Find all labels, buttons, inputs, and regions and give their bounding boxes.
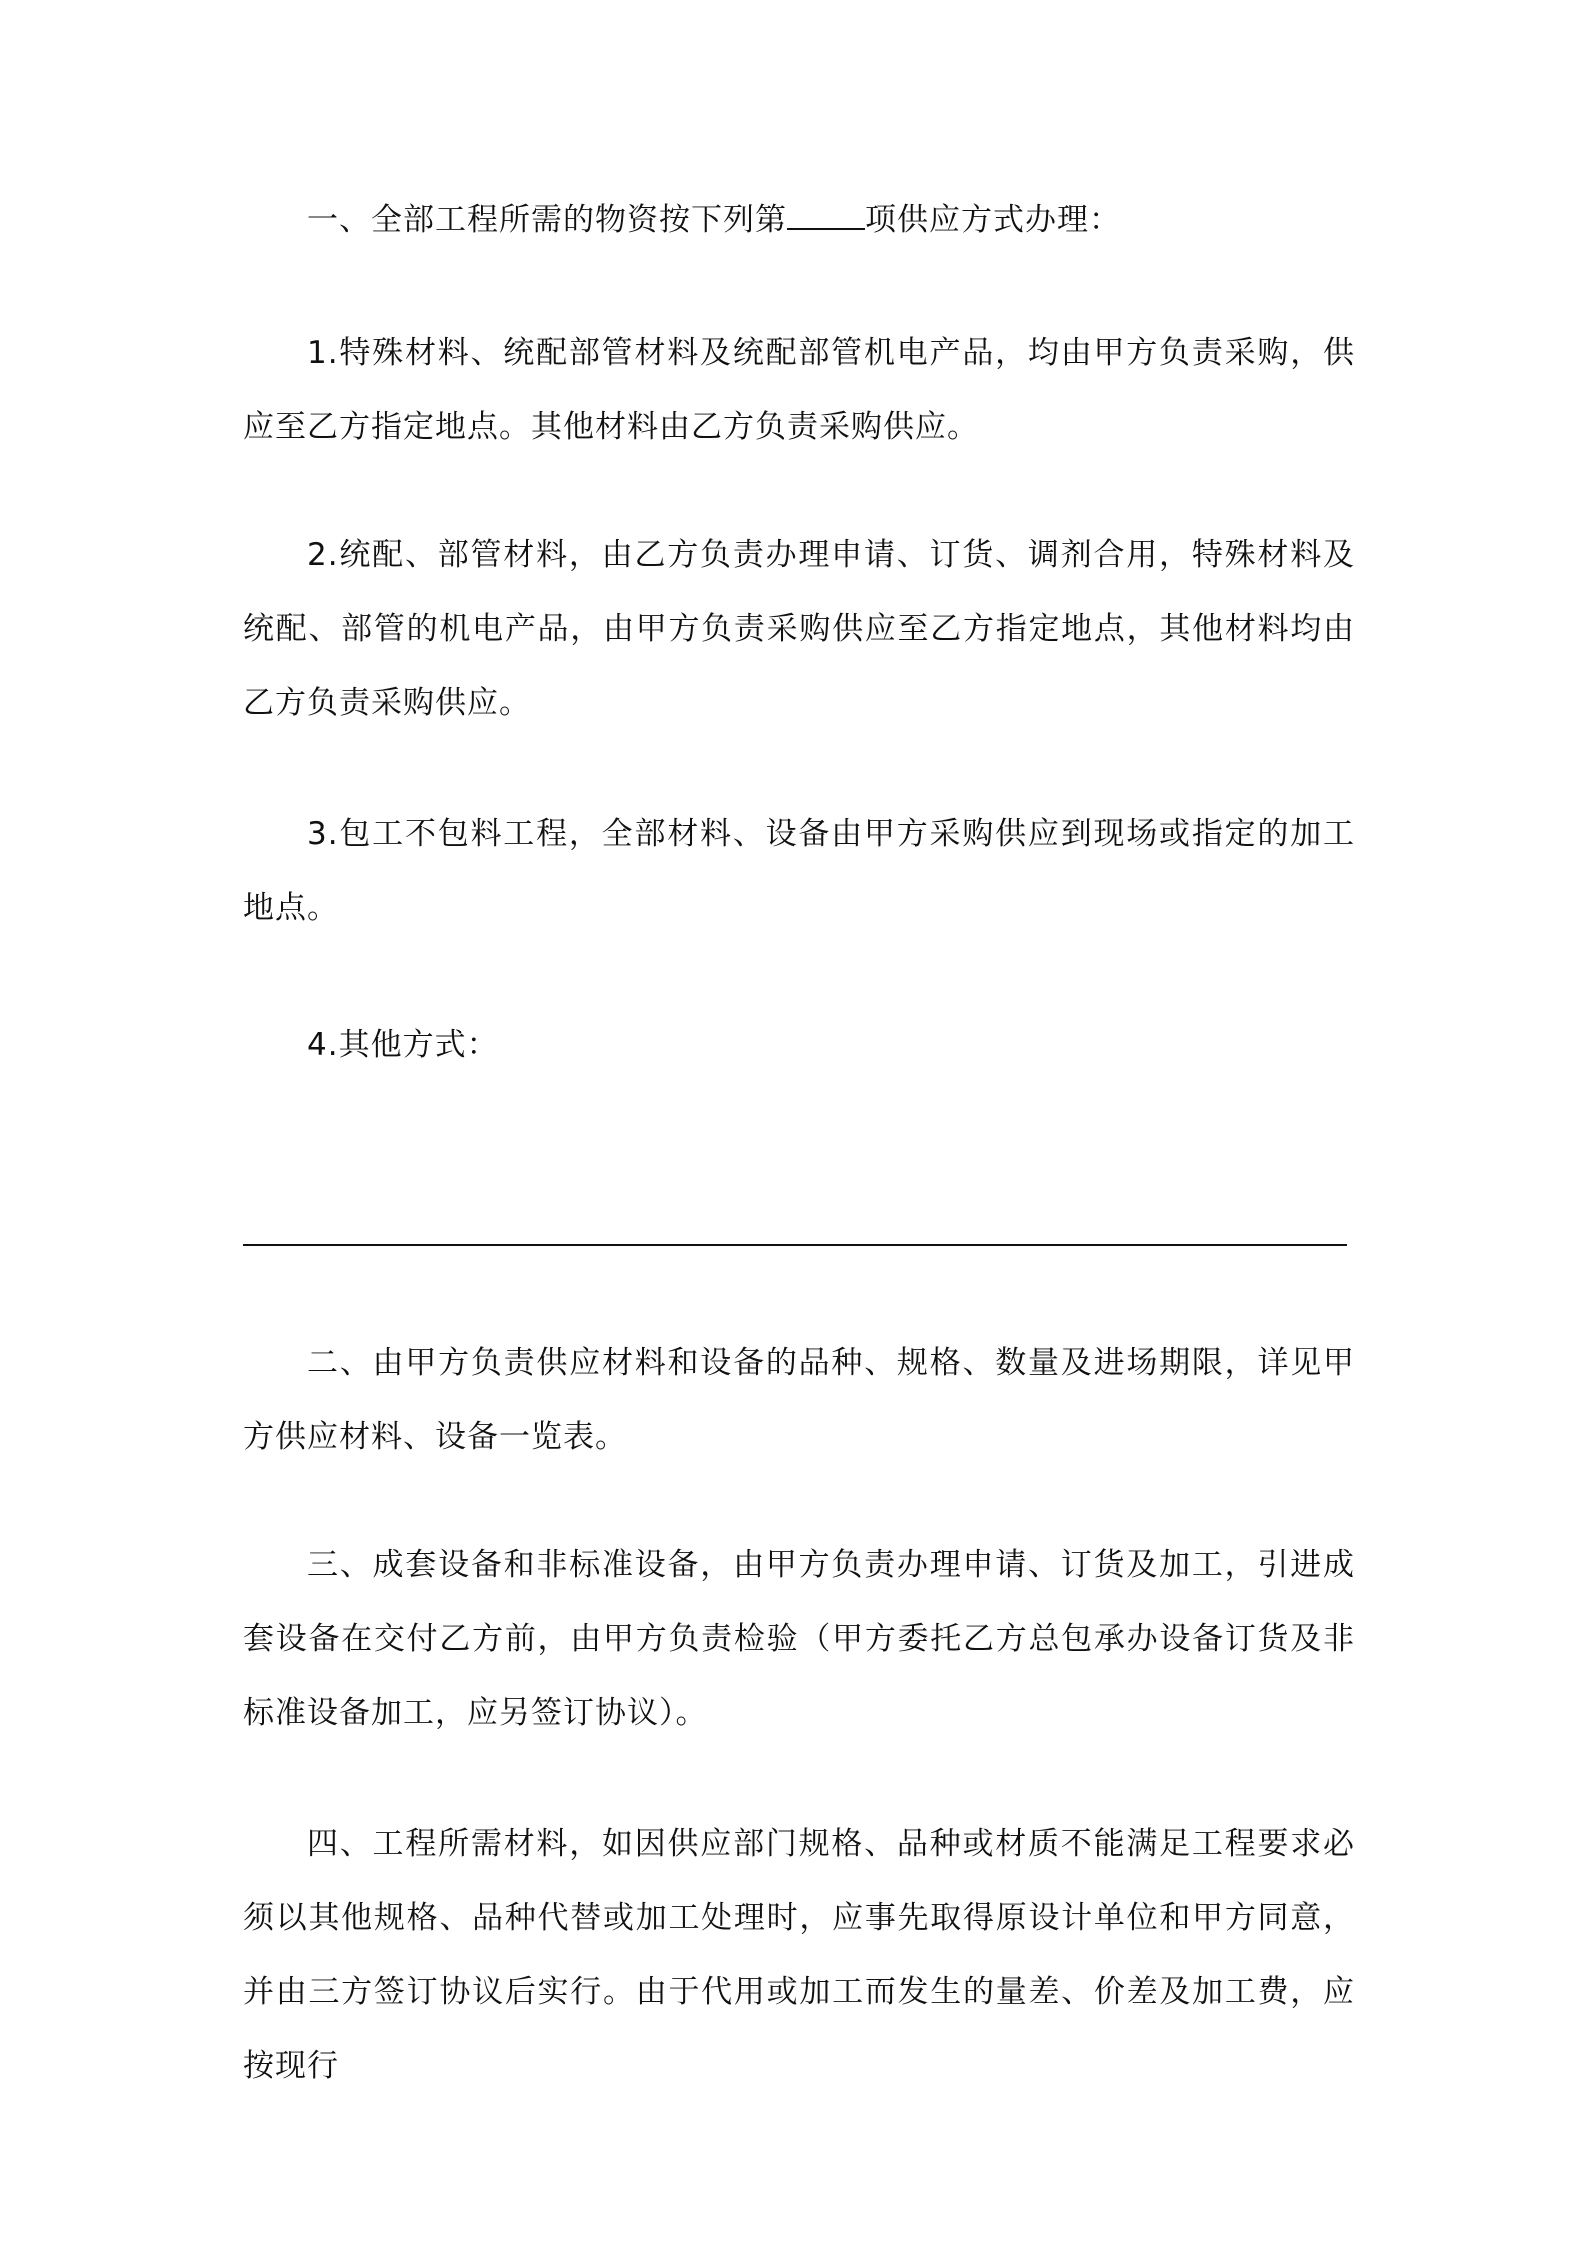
option-3: 3.包工不包料工程，全部材料、设备由甲方采购供应到现场或指定的加工地点。 (243, 816, 1355, 926)
fill-in-blank (787, 200, 865, 230)
other-method-fill-line (243, 1244, 1347, 1246)
section-4: 四、工程所需材料，如因供应部门规格、品种或材质不能满足工程要求必须以其他规格、品种代替或加工处理时，应事先取得原设计单位和甲方同意，并由三方签订协议后实行。由于代用或加工而发生的量差、价差及加工费，应按现行 (243, 1826, 1355, 2084)
section-3: 三、成套设备和非标准设备，由甲方负责办理申请、订货及加工，引进成套设备在交付乙方前，由甲方负责检验（甲方委托乙方总包承办设备订货及非标准设备加工，应另签订协议）。 (243, 1547, 1355, 1731)
option-4: 4.其他方式： (307, 1027, 499, 1063)
option-1: 1.特殊材料、统配部管材料及统配部管机电产品，均由甲方负责采购，供应至乙方指定地点。其他材料由乙方负责采购供应。 (243, 335, 1355, 445)
option-2: 2.统配、部管材料，由乙方负责办理申请、订货、调剂合用，特殊材料及统配、部管的机电产品，由甲方负责采购供应至乙方指定地点，其他材料均由乙方负责采购供应。 (243, 537, 1355, 721)
section-1-intro (243, 183, 1355, 257)
section-2: 二、由甲方负责供应材料和设备的品种、规格、数量及进场期限，详见甲方供应材料、设备一览表。 (243, 1345, 1355, 1455)
section-1-intro-text: 一、全部工程所需的物资按下列第 (307, 202, 787, 238)
section-1-intro-text-end: 项供应方式办理： (865, 202, 1121, 238)
